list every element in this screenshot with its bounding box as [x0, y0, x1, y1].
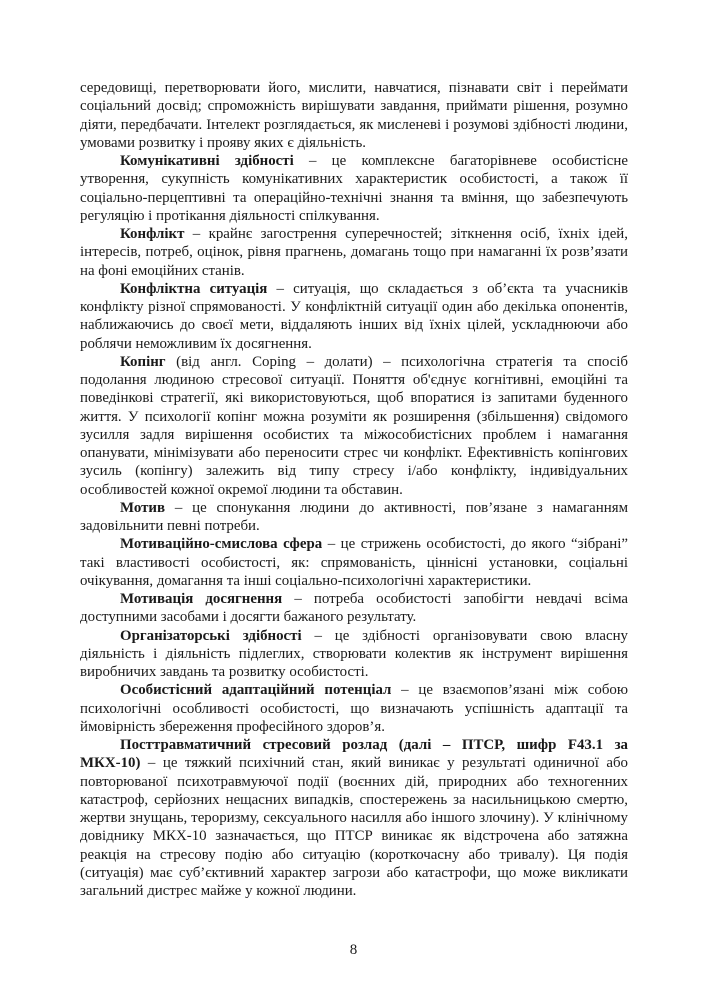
paragraph-ptsd: [80, 736, 628, 900]
paragraph-text: – це комплексне багаторівневе особистісне утворення, сукупність комунікативних характеристик особистості, а також її соціально-перцептивні та операційно-технічні знання та вміння, що забезпечують регуляцію і протікання діяльності спілкування.: [80, 153, 628, 224]
paragraph-conflict-situation: [80, 280, 628, 353]
paragraph-intelligence-continuation: [80, 79, 628, 152]
page-number: 8: [349, 942, 358, 958]
term-heading: Мотиваційно-смислова сфера: [120, 536, 323, 553]
paragraph-motivational-sphere: [80, 535, 628, 590]
paragraph-text: середовищі, перетворювати його, мислити, навчатися, пізнавати світ і переймати соціальний досвід; спроможність вирішувати завдання, приймати рішення, розумно діяти, передбачати. Інтелект розглядається, як мисленеві і розумові здібності людини, умовами розвитку і прояву яких є діяльність.: [80, 80, 628, 151]
paragraph-adaptation-potential: [80, 681, 628, 736]
term-heading: Особистісний адаптаційний потенціал: [120, 682, 392, 699]
term-heading: Копінг: [120, 353, 166, 370]
paragraph-text: – це спонукання людини до активності, пов’язане з намаганням задовільнити певні потреби.: [80, 499, 628, 534]
paragraph-motive: [80, 499, 628, 536]
paragraph-coping: [80, 353, 628, 499]
paragraph-conflict: [80, 225, 628, 280]
paragraph-organizational-abilities: [80, 627, 628, 682]
paragraph-text: – це тяжкий психічний стан, який виникає у результаті одиничної або повторюваної психотравмуючої події (воєнних дій, природних або техногенних катастроф, серйозних нещасних випадків, спостережень за насильницькою смертю, жертви знущань, тероризму, сексуального насилля або іншого злочину). У клінічному довіднику МКХ-10 зазначається, що ПТСР виникає як відстрочена або затяжна реакція на стресову подію або ситуацію (короткочасну або тривалу). Ця подія (ситуація) має суб’єктивний характер загрози або катастрофи, що може викликати загальний дистрес майже у кожної людини.: [80, 755, 628, 899]
term-heading: Організаторські здібності: [120, 627, 302, 644]
paragraph-achievement-motivation: [80, 590, 628, 627]
term-heading: Конфлікт: [120, 226, 185, 242]
paragraph-text: – потреба особистості запобігти невдачі всіма доступними засобами і досягти бажаного результату.: [80, 591, 628, 626]
paragraph-text: – це стрижень особистості, до якого “зібрані” такі властивості особистості, як: спрямованість, ціннісні установки, соціальні очікування, домагання та інші соціально-психологічні характеристики.: [80, 536, 628, 589]
term-heading: Комунікативні здібності: [120, 153, 294, 169]
paragraph-communicative-abilities: [80, 152, 628, 225]
paragraph-text: – це взаємопов’язані між собою психологічні особливості особистості, що визначають успішність адаптації та ймовірність збереження професійного здоров’я.: [80, 682, 628, 735]
paragraph-text: – крайнє загострення суперечностей; зіткнення осіб, їхніх ідей, інтересів, потреб, оцінок, рівня прагнень, домагань тощо при намаганні їх розв’язати на фоні емоційних станів.: [80, 226, 628, 279]
paragraph-text: – це здібності організовувати свою власну діяльність і діяльність підлеглих, створювати колектив як інструмент вирішення виробничих завдань та розвитку особистості.: [80, 627, 629, 680]
term-heading: Конфліктна ситуація: [120, 280, 268, 297]
paragraph-text: – ситуація, що складається з об’єкта та учасників конфлікту різної спрямованості. У конфліктній ситуації один або декілька опонентів, наближаючись до своєї мети, віддаляють інших від їхніх цілей, ускладнюючи або роблячи неможливим їх досягнення.: [80, 280, 628, 352]
document-body: [80, 79, 628, 900]
term-heading: Мотивація досягнення: [120, 591, 283, 607]
paragraph-text: (від англ. Coping – долати) – психологічна стратегія та спосіб подолання людиною стресової ситуації. Поняття об'єднує когнітивні, емоційні та поведінкові стратегії, які використовуються, щоб впоратися із запитами буденного життя. У психології копінг можна розуміти як розширення (збільшення) свідомого зусилля задля вирішення особистих та міжособистісних проблем і намагання опанувати, мінімізувати або переносити стрес чи конфлікт. Ефективність копінгових зусиль (копінгу) залежить від типу стресу і/або конфлікту, індивідуальних особливостей кожної окремої людини та обставин.: [80, 353, 628, 498]
term-heading: Посттравматичний стресовий розлад (далі – ПТСР, шифр F43.1 за МКХ-10): [80, 737, 628, 772]
term-heading: Мотив: [120, 499, 166, 516]
